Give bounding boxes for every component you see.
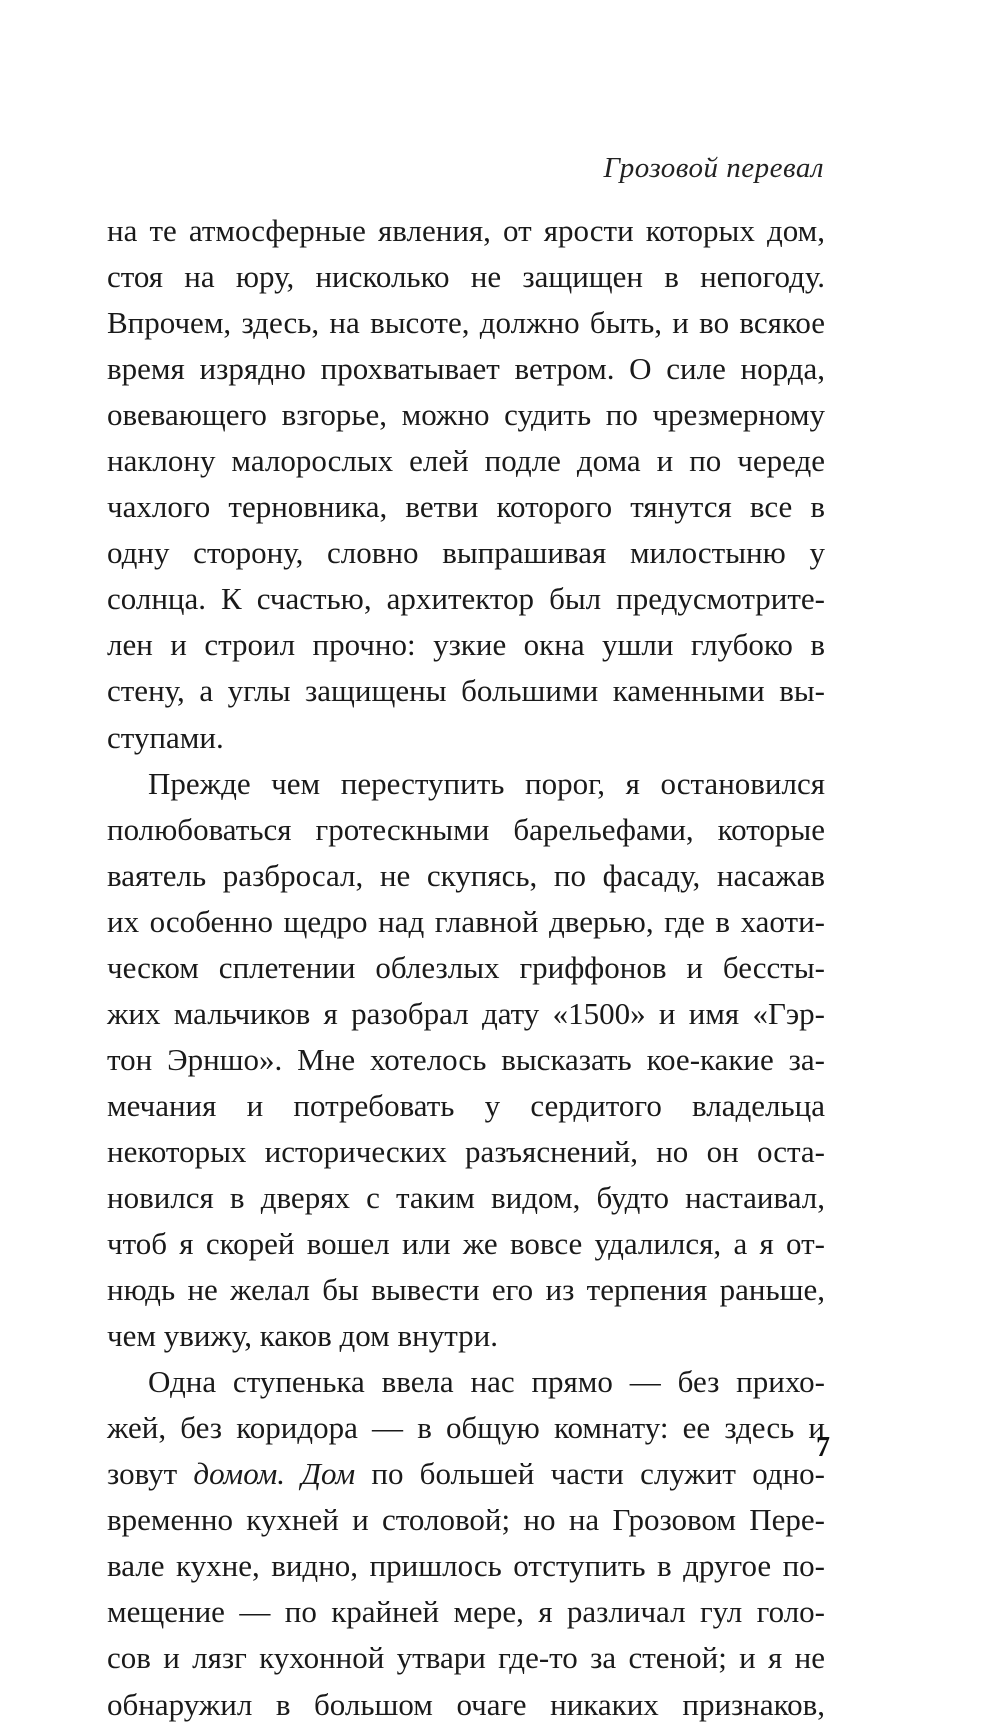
text-line: наклону малорослых елей подле дома и по череде <box>107 443 825 479</box>
text-line: полюбоваться гротескными барельефами, которые <box>107 811 825 847</box>
text-line: тон Эрншо». Мне хотелось высказать кое-какие за- <box>107 1041 825 1077</box>
text-run: зовут <box>107 1456 194 1492</box>
text-line: жей, без коридора — в общую комнату: ее здесь и <box>107 1410 825 1446</box>
text-line: обнаружил в большом очаге никаких признаков, <box>107 1686 825 1722</box>
text-line: чтоб я скорей вошел или же вовсе удалился, а я от- <box>107 1226 825 1262</box>
text-line: время изрядно прохватывает ветром. О силе норда, <box>107 351 825 387</box>
text-line: нюдь не желал бы вывести его из терпения раньше, <box>107 1272 825 1308</box>
text-line: чем увижу, каков дом внутри. <box>107 1318 499 1354</box>
text-line: Впрочем, здесь, на высоте, должно быть, и во всякое <box>107 305 825 341</box>
text-line <box>107 1451 825 1497</box>
body-text <box>107 208 825 1728</box>
text-line: одну сторону, словно выпрашивая милостыню у <box>107 535 825 571</box>
italic-text-run: домом. Дом <box>193 1456 356 1492</box>
text-line: стену, а углы защищены большими каменными вы- <box>107 673 825 709</box>
text-line: некоторых исторических разъяснений, но он оста- <box>107 1133 825 1169</box>
paragraph-3 <box>107 1359 825 1727</box>
text-line: овевающего взгорье, можно судить по чрезмерному <box>107 397 825 433</box>
text-line: стоя на юру, нисколько не защищен в непогоду. <box>107 259 825 295</box>
text-line: ческом сплетении облезлых гриффонов и бессты- <box>107 949 825 985</box>
text-run: по большей части служит одно- <box>355 1456 825 1492</box>
text-line: сов и лязг кухонной утвари где-то за стеной; и я не <box>107 1640 825 1676</box>
page-number: 7 <box>816 1432 830 1463</box>
text-line: их особенно щедро над главной дверью, где в хаоти- <box>107 903 825 939</box>
text-line: жих мальчиков я разобрал дату «1500» и имя «Гэр- <box>107 995 825 1031</box>
text-line: новился в дверях с таким видом, будто настаивал, <box>107 1179 825 1215</box>
text-line: лен и строил прочно: узкие окна ушли глубоко в <box>107 627 825 663</box>
text-line: ваятель разбросал, не скупясь, по фасаду, насажав <box>107 857 825 893</box>
paragraph-2 <box>107 761 825 1360</box>
paragraph-1 <box>107 208 825 761</box>
text-line: мечания и потребовать у сердитого владельца <box>107 1087 825 1123</box>
text-line: Прежде чем переступить порог, я остановился <box>148 765 825 801</box>
text-line: на те атмосферные явления, от ярости которых дом, <box>107 213 825 248</box>
text-line: временно кухней и столовой; но на Грозовом Пере- <box>107 1502 825 1538</box>
text-line: Одна ступенька ввела нас прямо — без прихо- <box>148 1364 825 1400</box>
running-head-title: Грозовой перевал <box>603 152 824 184</box>
text-line: солнца. К счастью, архитектор был предусмотрите- <box>107 581 825 617</box>
text-line: мещение — по крайней мере, я различал гул голо- <box>107 1594 825 1630</box>
text-line: вале кухне, видно, пришлось отступить в другое по- <box>107 1548 825 1584</box>
text-line: ступами. <box>107 719 224 755</box>
text-line: чахлого терновника, ветви которого тянутся все в <box>107 489 825 525</box>
